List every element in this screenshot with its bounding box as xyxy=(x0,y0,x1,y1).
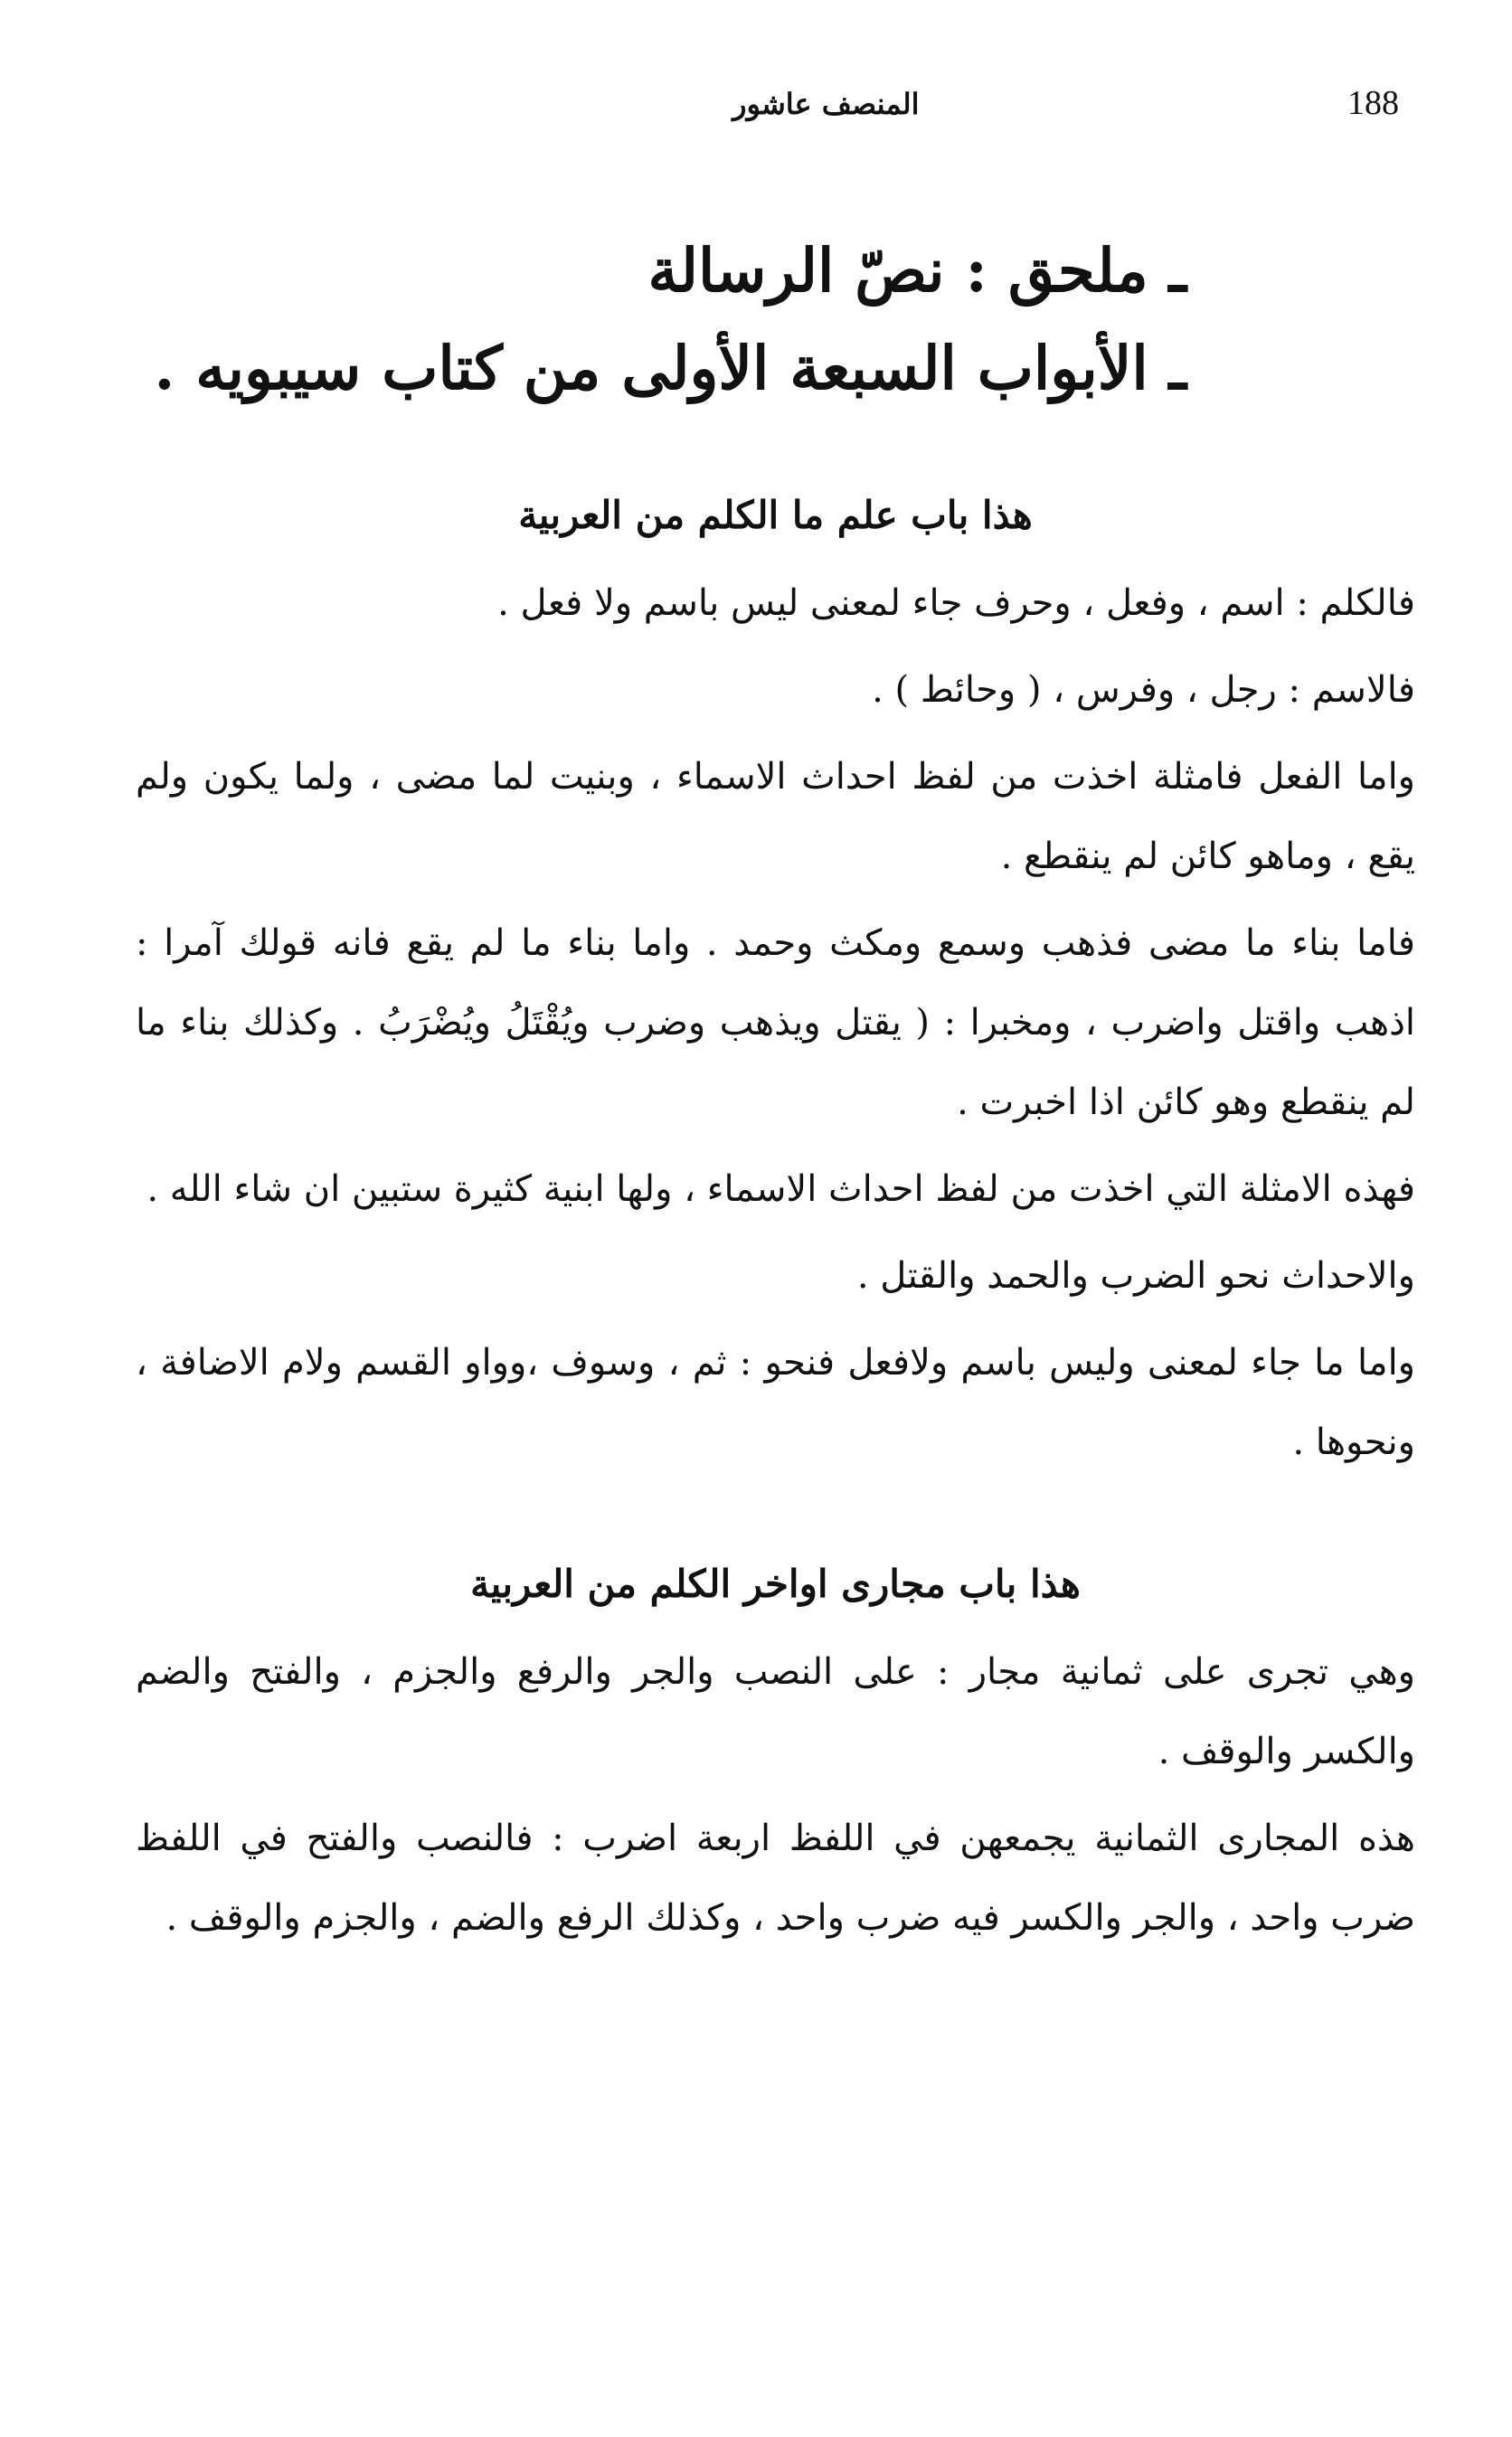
section-heading: هذا باب علم ما الكلم من العربية xyxy=(518,493,1033,537)
running-title: المنصف عاشور xyxy=(732,87,920,121)
section xyxy=(136,1553,1415,1958)
paragraph: واما ما جاء لمعنى وليس باسم ولافعل فنحو : ثم ، وسوف ،وواو القسم ولام الاضافة ، ونحوها . xyxy=(136,1342,1415,1463)
appendix-titles xyxy=(156,222,1186,417)
paragraph: هذه المجارى الثمانية يجمعهن في اللفظ اربعة اضرب : فالنصب والفتح في اللفظ ضرب واحد ، والجر والكسر فيه ضرب واحد ، وكذلك الرفع والضم ، والجزم والوقف . xyxy=(136,1818,1415,1939)
paragraph: فهذه الامثلة التي اخذت من لفظ احداث الاسماء ، ولها ابنية كثيرة ستبين ان شاء الله . xyxy=(146,1168,1415,1210)
section-spacer xyxy=(136,1489,1415,1553)
page-header xyxy=(136,83,1403,137)
paragraph: فالاسم : رجل ، وفرس ، ( وحائط ) . xyxy=(872,669,1415,711)
section xyxy=(136,484,1415,1482)
page-body xyxy=(136,484,1415,1965)
page-number: 188 xyxy=(1347,84,1399,122)
paragraph: والاحداث نحو الضرب والحمد والقتل . xyxy=(856,1255,1415,1297)
paragraph: فالكلم : اسم ، وفعل ، وحرف جاء لمعنى ليس باسم ولا فعل . xyxy=(497,582,1415,624)
paragraph: وهي تجرى على ثمانية مجار : على النصب والجر والرفع والجزم ، والفتح والضم والكسر والوقف . xyxy=(136,1651,1415,1772)
appendix-title: ـ ملحق : نصّ الرسالة xyxy=(647,235,1186,306)
paragraph: فاما بناء ما مضى فذهب وسمع ومكث وحمد . واما بناء ما لم يقع فانه قولك آمرا : اذهب واقتل واضرب ، ومخبرا : ( يقتل ويذهب وضرب ويُقْتَلُ ويُضْرَبُ . وكذلك بناء ما لم ينقطع وهو كائن اذا اخبرت . xyxy=(136,922,1415,1123)
paragraph: واما الفعل فامثلة اخذت من لفظ احداث الاسماء ، وبنيت لما مضى ، ولما يكون ولم يقع ، وماهو كائن لم ينقطع . xyxy=(136,756,1415,877)
appendix-subtitle: ـ الأبواب السبعة الأولى من كتاب سيبويه . xyxy=(154,333,1186,403)
section-heading: هذا باب مجارى اواخر الكلم من العربية xyxy=(470,1562,1081,1606)
